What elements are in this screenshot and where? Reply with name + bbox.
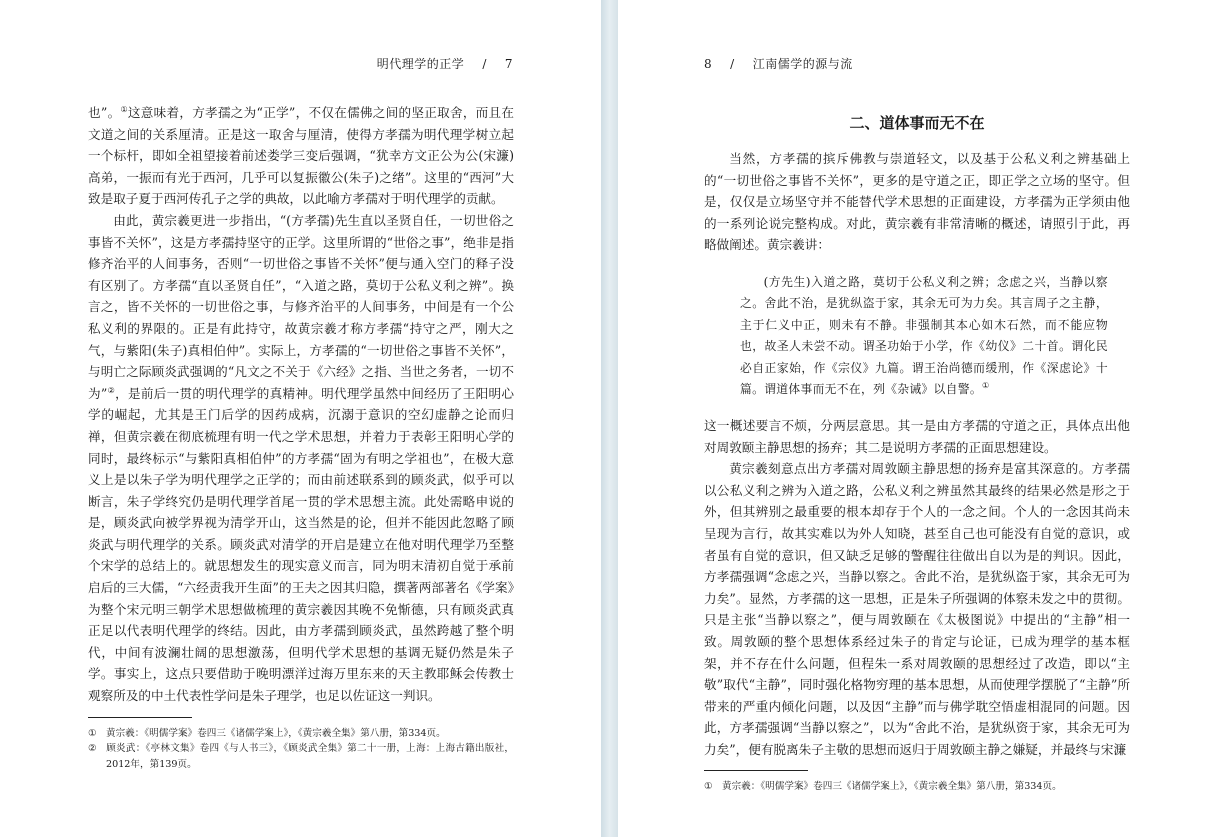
footnote-ref[interactable]: ② xyxy=(107,385,116,395)
right-page xyxy=(618,0,1218,837)
header-separator: / xyxy=(730,57,735,71)
footnote-mark: ② xyxy=(88,743,97,755)
paragraph-text: ，是前后一贯的明代理学的真精神。明代理学虽然中间经历了王阳明心学的崛起，尤其是王门后学的因药成病，沉溺于意识的空幻虚静之论而归禅，但黄宗羲在彻底梳理有明一代之学术思想，并着力于表彰王阳明心学的同时，最终标示“与紫阳真相伯仲”的方孝孺“固为有明之学祖也”，在极大意义上是以朱子学为明代理学之正学的；而由前述联系到的顾炎武，似乎可以断言，朱子学终究仍是明代理学首尾一贯的学术思想主流。此处需略申说的是，顾炎武向被学界视为清学开山，这当然是的论，但并不能因此忽略了顾炎武与明代理学的关系。顾炎武对清学的开启是建立在他对明代理学乃至整个宋学的总结上的。就思想发生的现实意义而言，同为明末清初自觉于承前启后的三大儒，“六经责我开生面”的王夫之因其归隐，撰著两部著名《学案》为整个宋元明三朝学术思想做梳理的黄宗羲因其晚不免惭德，只有顾炎武真正足以代表明代理学的终结。因此，由方孝孺到顾炎武，虽然跨越了整个明代，中间有波澜壮阔的思想激荡，但明代学术思想的基调无疑仍然是朱子学。事实上，这点只要借助于晚明漂洋过海万里东来的天主教耶稣会传教士观察所及的中土代表性学问是朱子理学，也足以佐证这一判识。 xyxy=(88,385,515,704)
footnote-text: 黄宗羲：《明儒学案》卷四三《诸儒学案上》，《黄宗羲全集》第八册，第334页。 xyxy=(106,727,446,739)
footnote-ref[interactable]: ① xyxy=(120,105,128,114)
page-number: 8 xyxy=(704,57,713,71)
paragraph-text: 由此，黄宗羲更进一步指出，“(方孝孺)先生直以圣贤自任，一切世俗之事皆不关怀”，这是方孝孺持坚守的正学。这里所谓的“世俗之事”，绝非是指修齐治平的人间事务，否则“一切世俗之事皆不关怀”便与通入空门的释子没有区别了。方孝孺“直以圣贤自任”，“入道之路，莫切于公私义利之辨”。换言之，皆不关怀的一切世俗之事，与修齐治平的人间事务，中间是有一个公私义利的界限的。正是有此持守，故黄宗羲才称方孝孺“持守之严，刚大之气，与紫阳(朱子)真相伯仲”。实际上，方孝孺的“一切世俗之事皆不关怀”，与明亡之际顾炎武强调的“凡文之不关于《六经》之指、当世之务者，一切不为” xyxy=(88,212,514,401)
footnote xyxy=(704,779,1130,795)
running-header xyxy=(704,55,853,72)
quote-text: (方先生)入道之路，莫切于公私义利之辨；念虑之兴，当静以察之。舍此不治，是犹纵盗于家，其余无可为力矣。其言周子之主静，主于仁义中正，则未有不静。非强制其本心如木石然，而不能应物也，故圣人未尝不动。谓圣功始于小学，作《幼仪》二十首。谓化民必自正家始，作《宗仪》九篇。谓王治尚德而缓刑，作《深虑论》十篇。谓道体事而无不在，列《杂诫》以自警。 xyxy=(740,274,1108,397)
header-title: 明代理学的正学 xyxy=(376,57,465,71)
paragraph: 当然，方孝孺的摈斥佛教与崇道轻文，以及基于公私义利之辨基础上的“一切世俗之事皆不关怀”，更多的是守道之正，即正学之立场的坚守。但是，仅仅是立场坚守并不能替代学术思想的正面建设，方孝孺为正学须由他的一系列论说完整构成。对此，黄宗羲有非常清晰的概述，请照引于此，再略做阐述。黄宗羲讲： xyxy=(704,151,1130,253)
left-page xyxy=(0,0,601,837)
page-body xyxy=(704,112,1130,795)
paragraph: 这一概述要言不烦，分两层意思。其一是由方孝孺的守道之正，具体点出他对周敦颐主静思想的扬弃；其二是说明方孝孺的正面思想建设。 xyxy=(704,417,1130,455)
paragraph xyxy=(88,210,514,707)
paragraph-text: 这意味着，方孝孺之为“正学”，不仅在儒佛之间的坚正取舍，而且在文道之间的关系厘清。正是这一取舍与厘清，使得方孝孺为明代理学树立起一个标杆，即如全祖望接着前述娄学三变后强调，“犹幸方文正公为公(宋濂)高弟，一振而有光于西河，几乎可以复振徽公(朱子)之绪”。这里的“西河”大致是取子夏于西河传孔子之学的典故，以此喻方孝孺对于明代理学的贡献。 xyxy=(88,105,514,207)
footnote-text: 顾炎武：《亭林文集》卷四《与人书三》，《顾炎武全集》第二十一册，上海：上海古籍出版社，2012年，第139页。 xyxy=(106,743,514,770)
footnote-mark: ① xyxy=(88,727,97,739)
section-title: 二、道体事而无不在 xyxy=(849,114,985,132)
footnote-mark: ① xyxy=(704,781,713,793)
page-body xyxy=(88,102,514,772)
page-gutter xyxy=(601,0,618,837)
header-separator: / xyxy=(482,57,487,71)
paragraph xyxy=(88,102,514,210)
paragraph: 黄宗羲刻意点出方孝孺对周敦颐主静思想的扬弃是富其深意的。方孝孺以公私义利之辨为入道之路，公私义利之辨虽然其最终的结果必然是形之于外，但其辨别之最重要的根本却存于个人的一念之间。个人的一念因其尚未呈现为言行，故其实难以为外人知晓，甚至自己也可能没有自觉的意识，或者虽有自觉的意识，但又缺乏足够的警醒往往做出自以为是的判识。因此，方孝孺强调“念虑之兴，当静以察之。舍此不治，是犹纵盗于家，其余无可为力矣”。显然，方孝孺的这一思想，正是朱子所强调的体察未发之中的贯彻。只是主张“当静以察之”，便与周敦颐在《太极图说》中提出的“主静”相一致。周敦颐的整个思想体系经过朱子的肯定与论证，已成为理学的基本框架，并不存在什么问题，但程朱一系对周敦颐的思想经过了改造，即以“主敬”取代“主静”，同时强化格物穷理的基本思想，从而使理学摆脱了“主静”所带来的严重内倾化问题，以及因“主静”而与佛学耽空悟虚相混同的问题。因此，方孝孺强调“当静以察之”，以为“舍此不治，是犹纵资于家，其余无可为力矣”，便有脱离朱子主敬的思想而返归于周敦颐主静之嫌疑，并最终与宋濂 xyxy=(704,461,1130,757)
block-quote xyxy=(704,272,1130,401)
footnote-ref[interactable]: ① xyxy=(981,381,990,391)
running-header xyxy=(377,55,513,72)
footnote xyxy=(88,741,514,772)
paragraph-text: 也”。 xyxy=(88,105,121,120)
header-title: 江南儒学的源与流 xyxy=(752,57,853,71)
footnote-divider xyxy=(704,770,808,771)
footnote xyxy=(88,726,514,742)
page-number: 7 xyxy=(504,57,513,71)
footnote-text: 黄宗羲：《明儒学案》卷四三《诸儒学案上》，《黄宗羲全集》第八册，第334页。 xyxy=(722,781,1062,793)
footnote-divider xyxy=(88,717,192,718)
